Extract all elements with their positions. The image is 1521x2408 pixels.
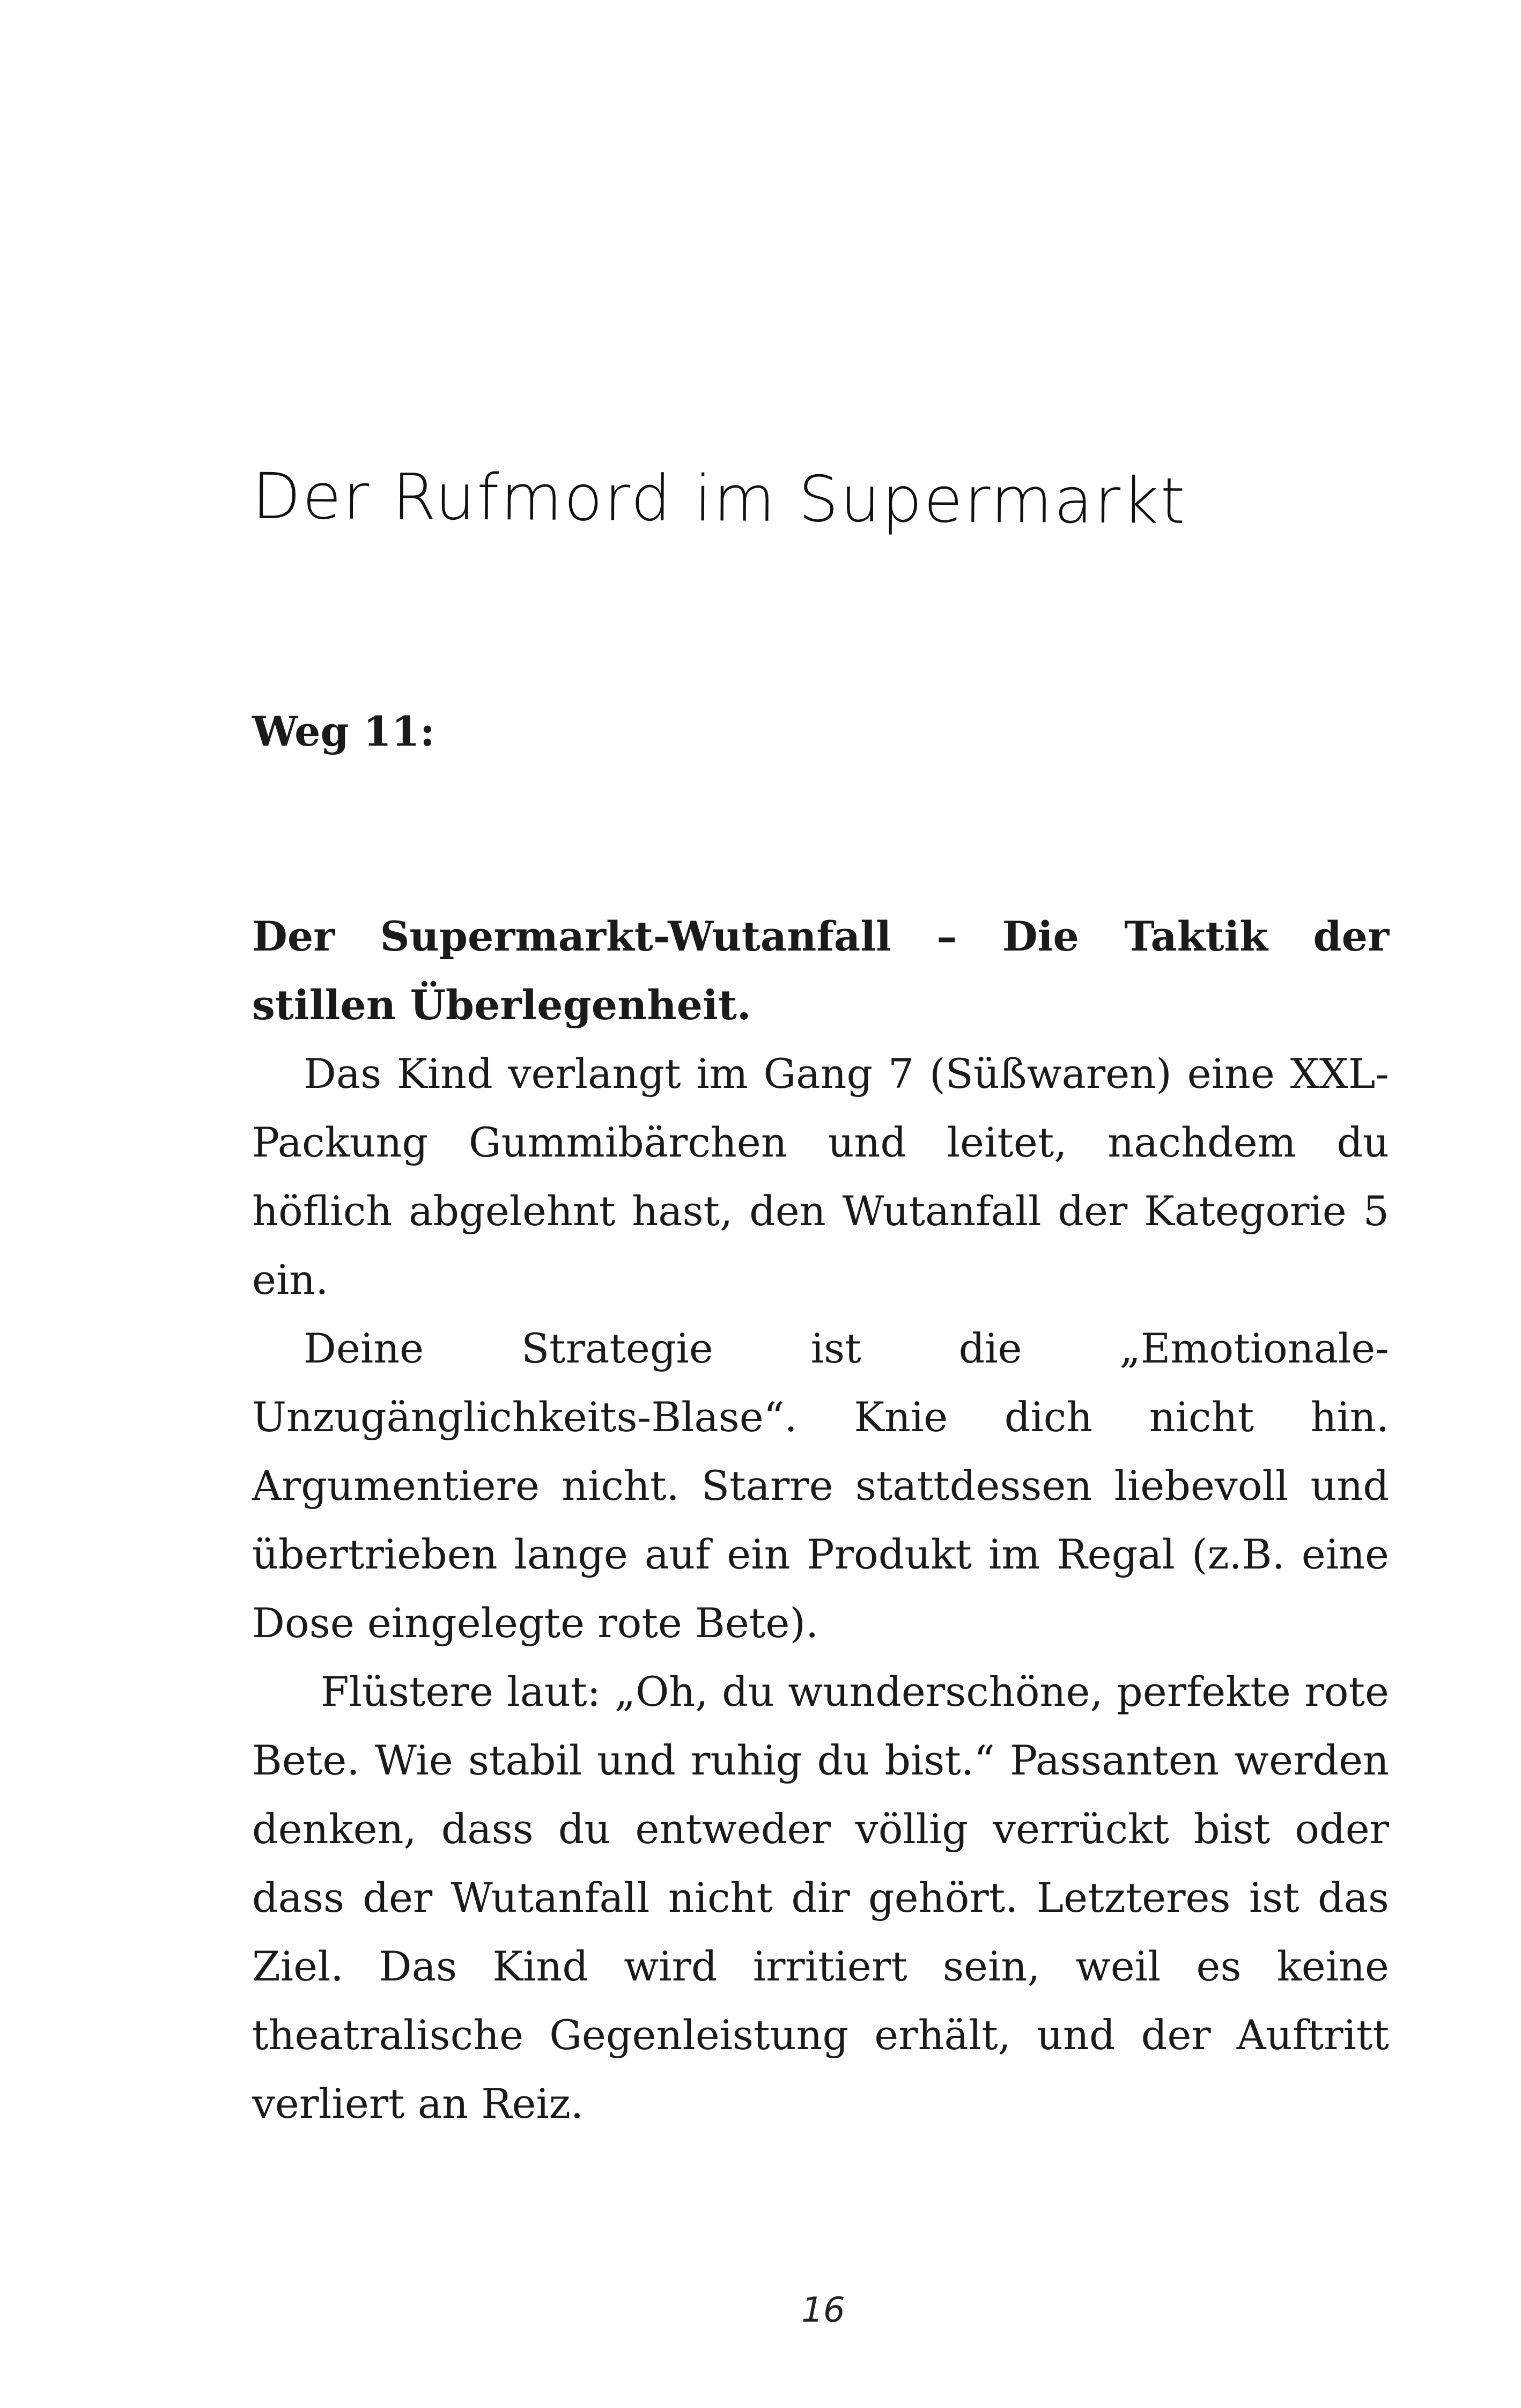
body-paragraph: Flüstere laut: „Oh, du wunderschöne, perfekte rote Bete. Wie stabil und ruhig du bist.“ Passanten werden denken, dass du entweder völlig verrückt bist oder dass der Wutanfall nicht dir gehört. Letzteres ist das Ziel. Das Kind wird irritiert sein, weil es keine theatralische Gegenleistung erhält, und der Auftritt verliert an Reiz.	[252, 1668, 1389, 2127]
body-paragraph: Das Kind verlangt im Gang 7 (Süßwaren) eine XXL-Packung Gummibärchen und leitet, nachdem du höflich abgelehnt hast, den Wutanfall der Kategorie 5 ein.	[252, 1050, 1389, 1304]
page-number: 16	[801, 2291, 845, 2330]
section-heading: Der Supermarkt-Wutanfall – Die Taktik der stillen Überlegenheit.	[252, 912, 1389, 1029]
body-paragraph: Deine Strategie ist die „Emotionale-Unzugänglichkeits-Blase“. Knie dich nicht hin. Argumentiere nicht. Starre stattdessen liebevoll und übertrieben lange auf ein Produkt im Regal (z.B. eine Dose eingelegte rote Bete).	[252, 1324, 1389, 1647]
section-label: Weg 11:	[252, 708, 435, 755]
page-body	[252, 697, 1389, 2138]
chapter-title: Der Rufmord im Supermarkt	[252, 459, 1187, 538]
